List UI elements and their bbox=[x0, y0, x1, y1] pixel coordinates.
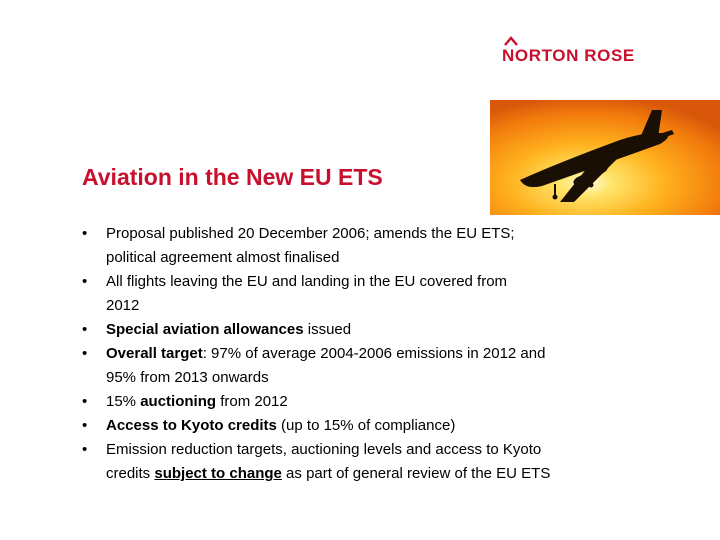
bullet-dot: • bbox=[82, 321, 88, 338]
bullet-text: 95% from 2013 onwards bbox=[106, 369, 269, 386]
bullet-text: political agreement almost finalised bbox=[106, 249, 340, 266]
bullet-emphasis: auctioning bbox=[140, 393, 217, 410]
bullet-dot: • bbox=[82, 225, 88, 242]
slide-title: Aviation in the New EU ETS bbox=[82, 164, 383, 190]
bullet-item bbox=[82, 222, 667, 270]
bullet-text: Proposal published 20 December 2006; amends the EU ETS; bbox=[106, 225, 515, 242]
bullet-item bbox=[82, 390, 667, 414]
bullet-text: Access to Kyoto credits (up to 15% of compliance) bbox=[106, 417, 456, 434]
bullet-list bbox=[82, 222, 667, 486]
airplane-sunset-photo bbox=[490, 100, 720, 215]
bullet-dot: • bbox=[82, 393, 88, 410]
bullet-text: All flights leaving the EU and landing in the EU covered from bbox=[106, 273, 508, 290]
bullet-emphasis: Overall target bbox=[106, 345, 203, 362]
bullet-dot: • bbox=[82, 345, 88, 362]
bullet-text: 2012 bbox=[106, 297, 140, 314]
norton-rose-logo bbox=[502, 36, 664, 70]
bullet-emphasis: Access to Kyoto credits bbox=[106, 417, 277, 434]
bullet-dot: • bbox=[82, 417, 88, 434]
bullet-item bbox=[82, 342, 667, 390]
bullet-text: Emission reduction targets, auctioning levels and access to Kyoto bbox=[106, 441, 542, 458]
bullet-text: Special aviation allowances issued bbox=[106, 321, 352, 338]
bullet-item bbox=[82, 318, 667, 342]
bullet-text: Overall target: 97% of average 2004-2006 emissions in 2012 and bbox=[106, 345, 546, 362]
bullet-text: 15% auctioning from 2012 bbox=[106, 393, 288, 410]
bullet-item bbox=[82, 414, 667, 438]
logo-text: NORTON ROSE bbox=[502, 46, 635, 65]
bullet-item bbox=[82, 438, 667, 486]
bullet-dot: • bbox=[82, 273, 88, 290]
bullet-text: credits subject to change as part of general review of the EU ETS bbox=[106, 465, 551, 482]
bullet-dot: • bbox=[82, 441, 88, 458]
bullet-underline-emphasis: subject to change bbox=[154, 465, 282, 482]
chevron-up-icon bbox=[504, 36, 518, 46]
bullet-emphasis: Special aviation allowances bbox=[106, 321, 304, 338]
bullet-item bbox=[82, 270, 667, 318]
